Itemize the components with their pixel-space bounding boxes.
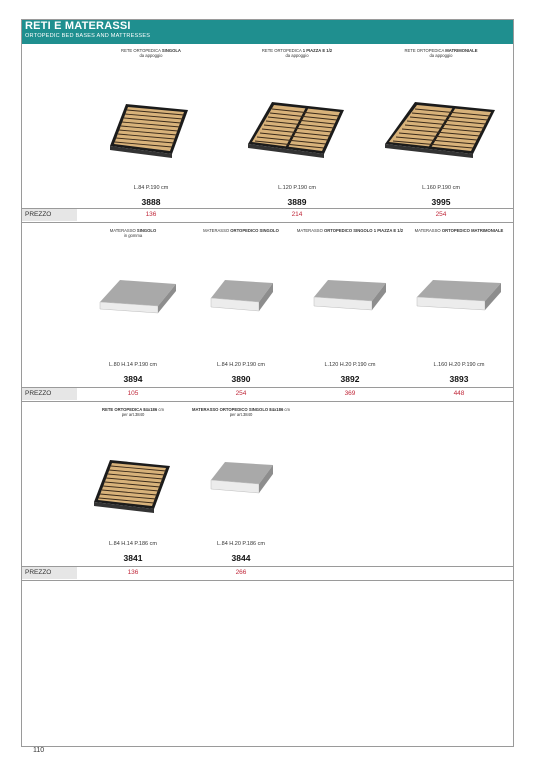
product-code: 3841 [123,553,143,563]
product-code: 3888 [141,197,161,207]
bed-base-one-half-image [244,100,348,160]
product-dimensions: L.84 H.14 P.186 cm [109,541,157,547]
price-row [22,567,513,579]
product-dimensions: L.120 H.20 P.190 cm [324,362,376,368]
product-dimensions: L.120 P.190 cm [278,185,316,191]
divider [22,401,513,402]
price-value: 254 [235,390,247,397]
product-caption: MATERASSO ORTOPEDICO MATRIMONIALE [414,228,504,233]
page-number: 110 [33,747,45,754]
product-code: 3892 [340,374,360,384]
bed-base-single-image [106,100,196,160]
product-caption: RETE ORTOPEDICA 1 PIAZZA E 1/2 da appoggio [261,48,333,58]
product-caption: MATERASSO ORTOPEDICO SINGOLO 84x186 cm per art.3840 [191,407,291,417]
product-code: 3893 [449,374,469,384]
price-row [22,209,513,221]
product-code: 3995 [431,197,451,207]
product-code: 3889 [287,197,307,207]
product-dimensions: L.160 H.20 P.190 cm [433,362,485,368]
divider [22,222,513,223]
product-caption: MATERASSO ORTOPEDICO SINGOLO 1 PIAZZA E 1/2 [296,228,404,233]
mattress-ortho-single-image [209,278,275,316]
section-header [22,20,513,44]
product-code: 3844 [231,553,251,563]
section-title: RETI E MATERASSI [25,20,131,32]
bed-base-84x186-image [90,457,176,515]
product-dimensions: L.84 H.20 P.186 cm [217,541,265,547]
catalog-frame [21,19,514,747]
product-dimensions: L.160 P.190 cm [422,185,460,191]
price-value: 136 [145,211,157,218]
divider [22,580,513,581]
price-label: PREZZO [22,567,77,579]
price-label: PREZZO [22,388,77,400]
price-value: 214 [291,211,303,218]
price-value: 369 [344,390,356,397]
product-caption: MATERASSO ORTOPEDICO SINGOLO [203,228,279,233]
mattress-single-image [98,278,178,316]
product-caption: MATERASSO SINGOLO in gomma [109,228,157,238]
mattress-ortho-double-image [415,278,503,316]
price-value: 254 [435,211,447,218]
product-code: 3894 [123,374,143,384]
section-subtitle: ORTOPEDIC BED BASES AND MATTRESSES [25,33,151,39]
product-dimensions: L.84 H.20 P.190 cm [217,362,265,368]
mattress-ortho-one-half-image [312,278,388,316]
price-value: 105 [127,390,139,397]
price-value: 136 [127,569,139,576]
product-code: 3890 [231,374,251,384]
product-dimensions: L.80 H.14 P.190 cm [109,362,157,368]
price-row [22,388,513,400]
mattress-84x186-image [209,460,275,498]
product-caption: RETE ORTOPEDICA MATRIMONIALE da appoggio [404,48,478,58]
product-dimensions: L.84 P.190 cm [133,185,169,191]
price-label: PREZZO [22,209,77,221]
product-caption: RETE ORTOPEDICA 84x186 cm per art.3840 [102,407,164,417]
bed-base-double-image [381,100,499,160]
price-value: 266 [235,569,247,576]
product-caption: RETE ORTOPEDICA SINGOLA da appoggio [121,48,181,58]
price-value: 448 [453,390,465,397]
